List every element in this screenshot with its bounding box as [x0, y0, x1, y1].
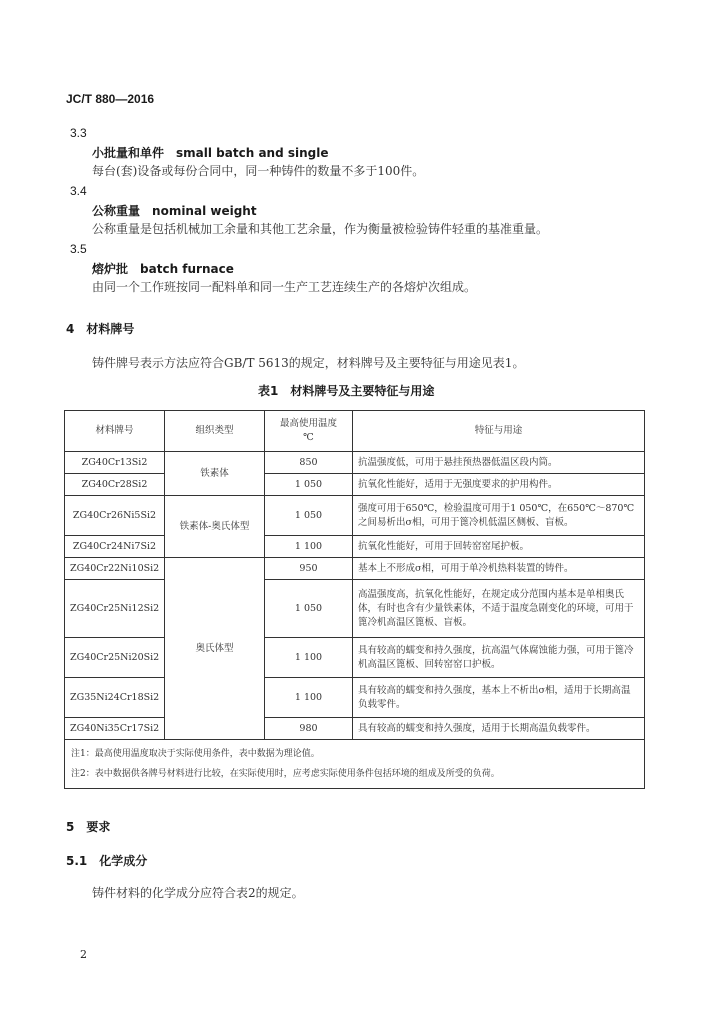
structure-cell: 奥氏体型 — [165, 558, 265, 740]
temp-cell: 1 100 — [265, 638, 353, 678]
table-notes — [65, 740, 645, 789]
grade-cell: ZG40Ni35Cr17Si2 — [65, 718, 165, 740]
structure-cell: 铁素体-奥氏体型 — [165, 496, 265, 558]
term-definition: 公称重量是包括机械加工余量和其他工艺余量，作为衡量被检验铸件轻重的基准重量。 — [92, 222, 549, 236]
table-note: 注1：最高使用温度取决于实际使用条件，表中数据为理论值。 — [71, 749, 320, 759]
feature-cell: 具有较高的蠕变和持久强度，抗高温气体腐蚀能力强，可用于篦冷机高温区篦板、回转窑窑口护板。 — [353, 638, 645, 678]
table-row — [65, 638, 645, 678]
header-temp — [265, 411, 353, 452]
table-row — [65, 536, 645, 558]
feature-cell: 基本上不形成σ相，可用于单冷机热料装置的铸件。 — [353, 558, 645, 580]
feature-cell: 高温强度高，抗氧化性能好，在规定成分范围内基本是单相奥氏体，有时也含有少量铁素体，不适于温度急剧变化的环境，可用于篦冷机高温区篦板、盲板。 — [353, 580, 645, 638]
table-note: 注2：表中数据供各牌号材料进行比较，在实际使用时，应考虑实际使用条件包括环境的组成及所受的负荷。 — [71, 769, 500, 779]
header-temp-label: 最高使用温度 — [279, 418, 337, 429]
temp-cell: 980 — [265, 718, 353, 740]
term-title-en: small batch and single — [176, 146, 329, 160]
term-title-cn: 熔炉批 — [92, 262, 129, 276]
page-number: 2 — [80, 948, 87, 961]
grade-cell: ZG40Cr28Si2 — [65, 474, 165, 496]
term-title — [92, 202, 257, 219]
grade-cell: ZG40Cr26Ni5Si2 — [65, 496, 165, 536]
structure-cell: 铁素体 — [165, 452, 265, 496]
section-heading: 4 材料牌号 — [66, 322, 135, 336]
temp-cell: 850 — [265, 452, 353, 474]
temp-cell: 1 100 — [265, 536, 353, 558]
feature-cell: 具有较高的蠕变和持久强度，适用于长期高温负载零件。 — [353, 718, 645, 740]
subsection-heading: 5.1 化学成分 — [66, 854, 148, 868]
term-title-cn: 小批量和单件 — [92, 146, 165, 160]
table-notes-row — [65, 740, 645, 789]
grade-cell: ZG35Ni24Cr18Si2 — [65, 678, 165, 718]
material-grade-table — [64, 410, 645, 789]
temp-cell: 1 050 — [265, 474, 353, 496]
term-title-en: batch furnace — [140, 262, 234, 276]
header-structure: 组织类型 — [165, 411, 265, 452]
table-row — [65, 496, 645, 536]
grade-cell: ZG40Cr13Si2 — [65, 452, 165, 474]
grade-cell: ZG40Cr25Ni20Si2 — [65, 638, 165, 678]
temp-cell: 950 — [265, 558, 353, 580]
table-row — [65, 452, 645, 474]
header-feature: 特征与用途 — [353, 411, 645, 452]
feature-cell: 具有较高的蠕变和持久强度，基本上不析出σ相，适用于长期高温负载零件。 — [353, 678, 645, 718]
standard-code-header: JC/T 880—2016 — [66, 92, 155, 106]
term-title — [92, 260, 234, 277]
header-grade: 材料牌号 — [65, 411, 165, 452]
feature-cell: 强度可用于650℃，检验温度可用于1 050℃，在650℃～870℃之间易析出σ相，可用于篦冷机低温区侧板、盲板。 — [353, 496, 645, 536]
term-title-cn: 公称重量 — [92, 204, 141, 218]
table-header-row — [65, 411, 645, 452]
feature-cell: 抗氧化性能好，可用于回转窑窑尾护板。 — [353, 536, 645, 558]
term-number: 3.5 — [70, 242, 87, 256]
term-number: 3.3 — [70, 126, 87, 140]
table-row — [65, 580, 645, 638]
table-row — [65, 678, 645, 718]
feature-cell: 抗温强度低，可用于悬挂预热器低温区段内筒。 — [353, 452, 645, 474]
temp-cell: 1 050 — [265, 496, 353, 536]
grade-cell: ZG40Cr25Ni12Si2 — [65, 580, 165, 638]
temp-cell: 1 100 — [265, 678, 353, 718]
section-paragraph: 铸件材料的化学成分应符合表2的规定。 — [92, 886, 304, 900]
temp-cell: 1 050 — [265, 580, 353, 638]
grade-cell: ZG40Cr24Ni7Si2 — [65, 536, 165, 558]
table-row — [65, 474, 645, 496]
term-title — [92, 144, 329, 161]
table-row — [65, 718, 645, 740]
grade-cell: ZG40Cr22Ni10Si2 — [65, 558, 165, 580]
term-title-en: nominal weight — [152, 204, 257, 218]
table-row — [65, 558, 645, 580]
header-temp-unit: ℃ — [303, 432, 314, 443]
term-definition: 每台(套)设备或每份合同中，同一种铸件的数量不多于100件。 — [92, 164, 425, 178]
feature-cell: 抗氧化性能好，适用于无强度要求的护用构件。 — [353, 474, 645, 496]
table-title: 表1 材料牌号及主要特征与用途 — [258, 384, 435, 398]
section-heading: 5 要求 — [66, 820, 111, 834]
section-paragraph: 铸件牌号表示方法应符合GB/T 5613的规定，材料牌号及主要特征与用途见表1。 — [92, 356, 525, 370]
term-number: 3.4 — [70, 184, 87, 198]
term-definition: 由同一个工作班按同一配料单和同一生产工艺连续生产的各熔炉次组成。 — [92, 280, 477, 294]
